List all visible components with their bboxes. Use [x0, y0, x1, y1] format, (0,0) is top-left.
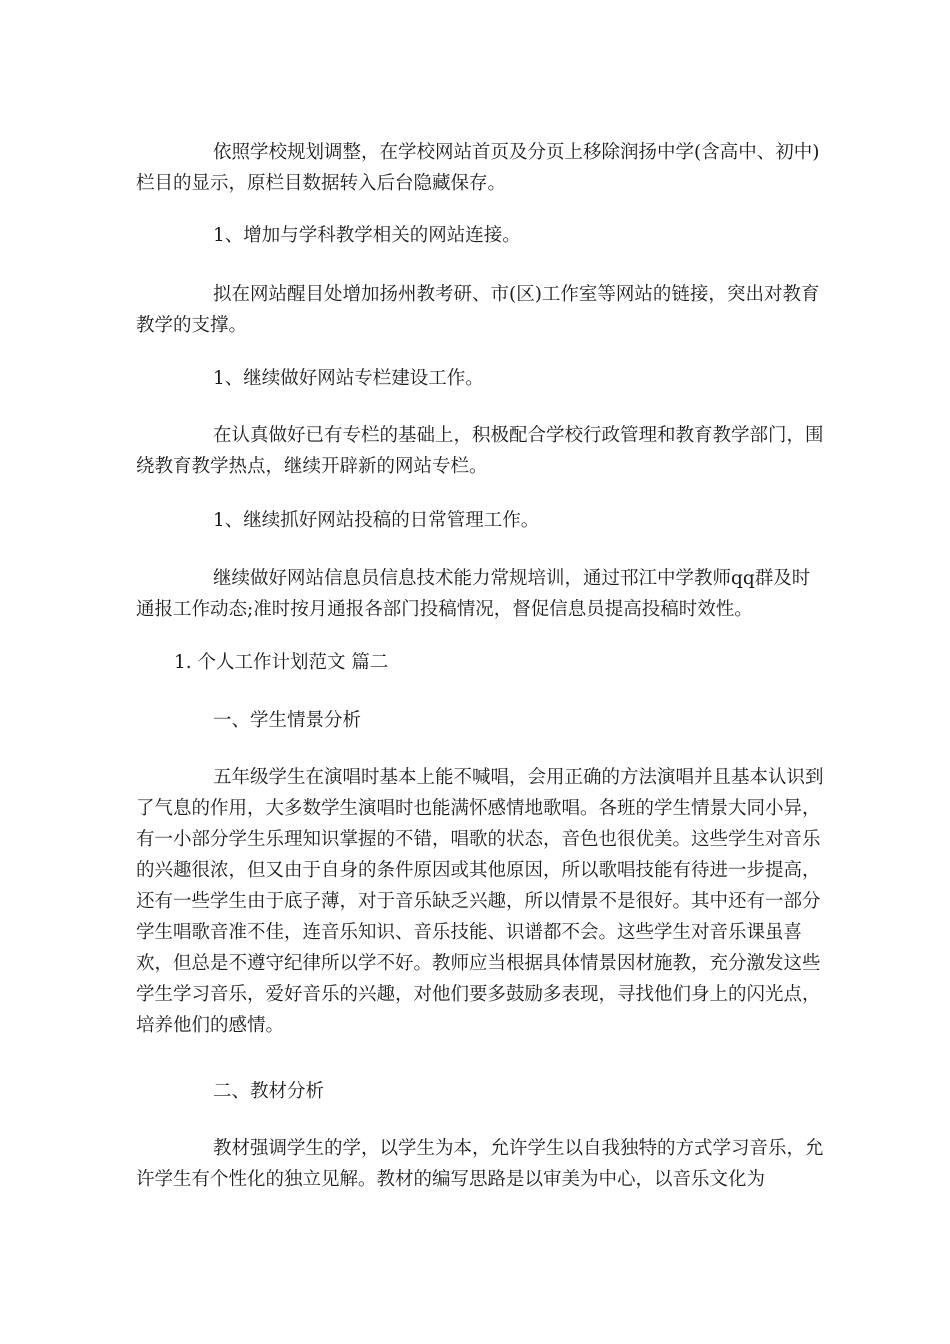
paragraph-submission-management: 继续做好网站信息员信息技术能力常规培训，通过邗江中学教师qq群及时通报工作动态;准时按月通报各部门投稿情况，督促信息员提高投稿时效性。 [136, 568, 811, 620]
paragraph-add-links: 拟在网站醒目处增加扬州教考研、市(区)工作室等网站的链接，突出对教育教学的支撑。 [136, 284, 820, 336]
section-title-part-two: 1. 个人工作计划范文 篇二 [174, 652, 389, 673]
paragraph-column-construction: 在认真做好已有专栏的基础上，积极配合学校行政管理和教育教学部门，围绕教育教学热点，继续开辟新的网站专栏。 [136, 425, 824, 477]
paragraph-site-adjustment: 依照学校规划调整，在学校网站首页及分页上移除润扬中学(含高中、初中)栏目的显示，原栏目数据转入后台隐藏保存。 [136, 142, 820, 194]
heading-column-construction: 1、继续做好网站专栏建设工作。 [213, 368, 484, 389]
heading-textbook-analysis: 二、教材分析 [213, 1081, 325, 1102]
heading-add-links: 1、增加与学科教学相关的网站连接。 [213, 225, 521, 246]
paragraph-textbook-analysis: 教材强调学生的学，以学生为本，允许学生以自我独特的方式学习音乐，允许学生有个性化的独立见解。教材的编写思路是以审美为中心，以音乐文化为 [136, 1138, 824, 1190]
paragraph-student-analysis: 五年级学生在演唱时基本上能不喊唱，会用正确的方法演唱并且基本认识到了气息的作用，大多数学生演唱时也能满怀感情地歌唱。各班的学生情景大同小异，有一小部分学生乐理知识掌握的不错，唱歌的状态，音色也很优美。这些学生对音乐的兴趣很浓，但又由于自身的条件原因或其他原因，所以歌唱技能有待进一步提高，还有一些学生由于底子薄，对于音乐缺乏兴趣，所以情景不是很好。其中还有一部分学生唱歌音准不佳，连音乐知识、音乐技能、识谱都不会。这些学生对音乐课虽喜欢，但总是不遵守纪律所以学不好。教师应当根据具体情景因材施教，充分激发这些学生学习音乐，爱好音乐的兴趣，对他们要多鼓励多表现，寻找他们身上的闪光点，培养他们的感情。 [136, 767, 824, 1036]
heading-student-analysis: 一、学生情景分析 [213, 710, 362, 731]
heading-submission-management: 1、继续抓好网站投稿的日常管理工作。 [213, 510, 540, 531]
